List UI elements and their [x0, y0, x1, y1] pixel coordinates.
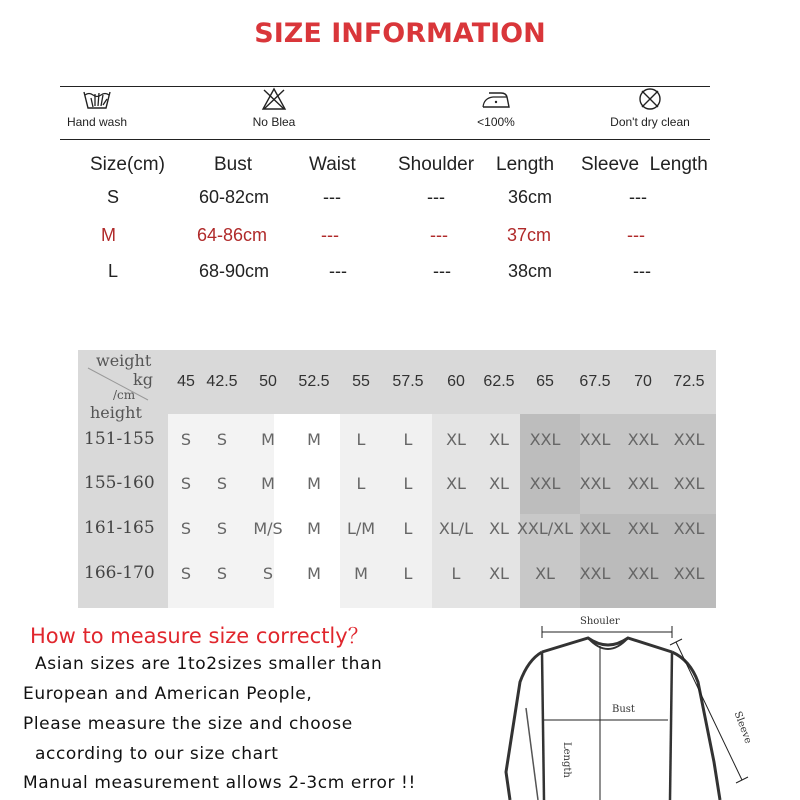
care-label-hand-wash: Hand wash [66, 115, 128, 129]
grid-size-cell: M [307, 564, 321, 583]
no-dry-clean-icon [636, 86, 664, 112]
grid-size-cell: XL [489, 430, 509, 449]
grid-size-cell: M [307, 430, 321, 449]
care-label-no-dry-clean: Don't dry clean [610, 115, 690, 129]
grid-size-cell: XXL [579, 519, 611, 538]
row-l-shoulder: --- [433, 261, 451, 281]
grid-corner-diagonal [78, 350, 168, 414]
grid-size-cell: S [216, 519, 228, 538]
care-item-iron [426, 86, 566, 129]
grid-corner-weight: weight [96, 351, 152, 370]
grid-size-cell: XXL [529, 430, 561, 449]
grid-size-cell: XL [446, 430, 466, 449]
grid-size-cell: XXL [673, 474, 705, 493]
grid-weight-header: 57.5 [392, 373, 424, 390]
grid-weight-header: 72.5 [673, 373, 705, 390]
grid-size-cell: XXL [673, 564, 705, 583]
grid-size-cell: M/S [253, 519, 283, 538]
grid-height-label: 166-170 [84, 563, 155, 583]
grid-size-cell: XXL [673, 519, 705, 538]
grid-size-cell: S [216, 430, 228, 449]
grid-size-cell: M [307, 519, 321, 538]
grid-weight-header: 42.5 [206, 373, 238, 390]
grid-size-cell: L/M [346, 519, 376, 538]
row-l-length: 38cm [508, 261, 553, 281]
grid-size-cell: XL [446, 474, 466, 493]
header-size: Size(cm) [90, 154, 165, 175]
row-l-bust: 68-90cm [199, 261, 270, 281]
grid-weight-header: 60 [447, 373, 465, 390]
grid-size-cell: L [403, 430, 413, 449]
grid-size-cell: M [307, 474, 321, 493]
grid-size-cell: XXL [673, 430, 705, 449]
diagram-label-sleeve: Sleeve [731, 710, 754, 746]
row-m-size: M [101, 225, 116, 245]
grid-size-cell: L [356, 430, 366, 449]
grid-weight-header: 52.5 [298, 373, 330, 390]
header-shoulder: Shoulder [398, 154, 475, 175]
iron-icon [479, 86, 513, 112]
grid-weight-header: 70 [634, 373, 652, 390]
grid-weight-header: 55 [352, 373, 370, 390]
measure-line-5: Manual measurement allows 2-3cm error !! [23, 773, 416, 793]
no-bleach-icon [260, 86, 288, 112]
care-item-hand-wash [27, 86, 167, 129]
grid-size-cell: S [262, 564, 274, 583]
grid-size-cell: S [180, 564, 192, 583]
diagram-label-shoulder: Shouler [580, 616, 620, 627]
grid-size-cell: XXL [529, 474, 561, 493]
grid-weight-header: 67.5 [579, 373, 611, 390]
row-m-waist: --- [321, 225, 339, 245]
weight-height-grid [78, 350, 716, 608]
measure-line-2: European and American People, [23, 684, 313, 704]
grid-size-cell: XXL [579, 474, 611, 493]
grid-size-cell: XXL/XL [516, 519, 574, 538]
grid-size-cell: S [216, 474, 228, 493]
grid-size-cell: M [261, 474, 275, 493]
header-waist: Waist [309, 154, 356, 175]
row-s-length: 36cm [508, 187, 553, 207]
row-s-waist: --- [323, 187, 341, 207]
grid-weight-header: 65 [536, 373, 554, 390]
row-s-bust: 60-82cm [199, 187, 270, 207]
hand-wash-icon [81, 86, 113, 112]
row-l-waist: --- [329, 261, 347, 281]
row-s-sleeve: --- [629, 187, 647, 207]
grid-weight-header: 50 [259, 373, 277, 390]
grid-size-cell: XXL [627, 474, 659, 493]
header-sleeve-length: Sleeve Length [581, 154, 708, 175]
grid-size-cell: XXL [627, 519, 659, 538]
grid-corner-cm: /cm [113, 388, 136, 402]
grid-height-label: 151-155 [84, 429, 155, 449]
grid-size-cell: XXL [579, 564, 611, 583]
header-length: Length [496, 154, 555, 175]
grid-size-cell: XL [489, 519, 509, 538]
grid-size-cell: S [180, 519, 192, 538]
diagram-label-length: Length [561, 742, 572, 778]
grid-corner-kg: kg [133, 370, 153, 389]
row-m-sleeve: --- [627, 225, 645, 245]
grid-size-cell: XXL [627, 430, 659, 449]
grid-size-cell: M [261, 430, 275, 449]
grid-size-cell: S [180, 474, 192, 493]
row-l-size: L [108, 261, 119, 281]
grid-size-cell: XL [535, 564, 555, 583]
care-label-no-bleach: No Blea [252, 115, 296, 129]
grid-size-cell: XL [489, 474, 509, 493]
care-item-no-bleach [204, 86, 344, 129]
grid-size-cell: XXL [579, 430, 611, 449]
measure-line-4: according to our size chart [29, 744, 279, 764]
grid-size-cell: L [451, 564, 461, 583]
row-l-sleeve: --- [633, 261, 651, 281]
row-m-length: 37cm [507, 225, 552, 245]
row-m-shoulder: --- [430, 225, 448, 245]
header-bust: Bust [214, 154, 253, 175]
grid-size-cell: L [403, 474, 413, 493]
grid-size-cell: M [354, 564, 368, 583]
care-item-no-dry-clean [580, 86, 720, 129]
care-label-iron: <100% [477, 115, 515, 129]
measure-title: How to measure size correctly？ [30, 624, 369, 648]
grid-size-cell: XL/L [438, 519, 474, 538]
grid-height-label: 161-165 [84, 518, 155, 538]
grid-weight-header: 45 [177, 373, 195, 390]
grid-size-cell: L [403, 564, 413, 583]
grid-size-cell: L [356, 474, 366, 493]
measure-line-3: Please measure the size and choose [23, 714, 353, 734]
page-title: SIZE INFORMATION [254, 18, 546, 49]
measure-line-1: Asian sizes are 1to2sizes smaller than [29, 654, 383, 674]
row-s-shoulder: --- [427, 187, 445, 207]
divider-bottom [60, 139, 710, 140]
row-s-size: S [107, 187, 120, 207]
row-m-bust: 64-86cm [197, 225, 268, 245]
grid-size-cell: XXL [627, 564, 659, 583]
grid-size-cell: S [216, 564, 228, 583]
grid-size-cell: XL [489, 564, 509, 583]
diagram-label-bust: Bust [612, 704, 635, 715]
grid-size-cell: S [180, 430, 192, 449]
grid-size-cell: L [403, 519, 413, 538]
grid-height-label: 155-160 [84, 473, 155, 493]
grid-weight-header: 62.5 [483, 373, 515, 390]
grid-corner-height: height [90, 403, 142, 422]
